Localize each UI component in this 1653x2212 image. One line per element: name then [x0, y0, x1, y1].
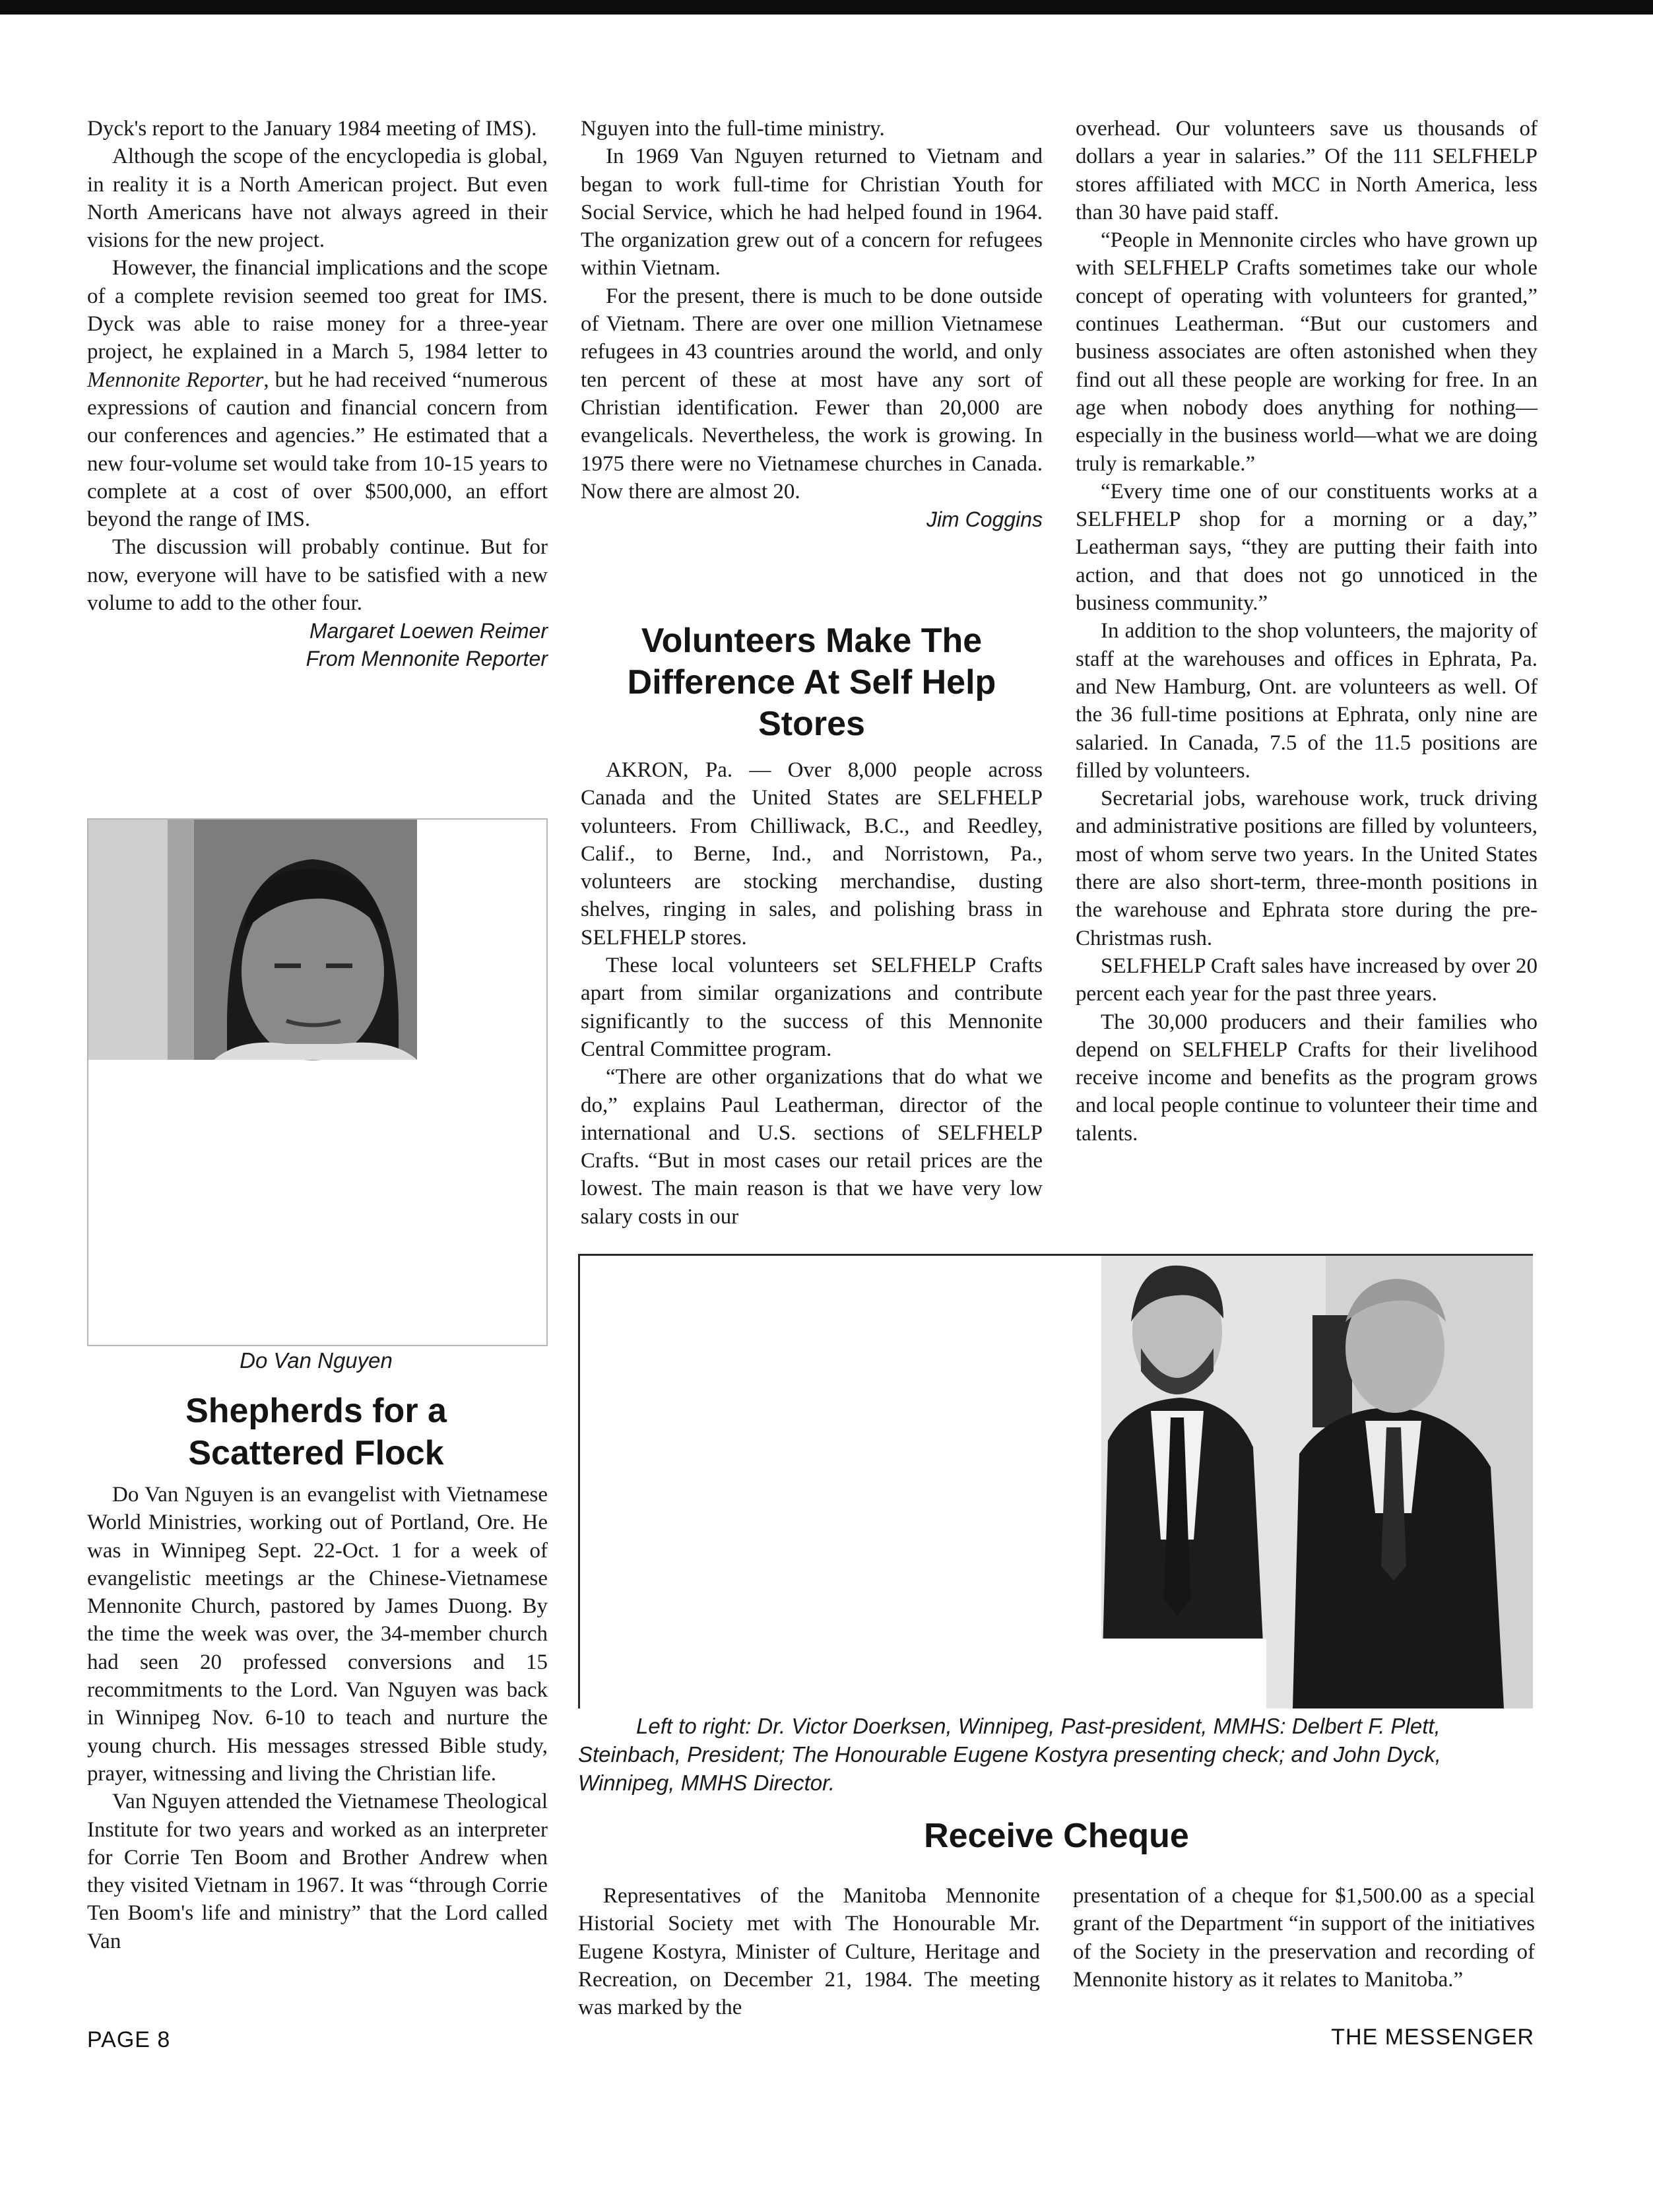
paragraph: Nguyen into the full-time ministry. [581, 117, 885, 141]
publication-name: THE MESSENGER [1331, 2025, 1534, 2050]
paragraph: “People in Mennonite circles who have grown up with SELFHELP Crafts sometimes take our whole concept of operating with volunteers for granted,” continues Leatherman. “But our customers and business associates are often astonished when they find out all these people are working for free. In an age when nobody does anything for nothing—especially in the business world—what we are doing truly is remarkable.” [1076, 228, 1538, 476]
paragraph: For the present, there is much to be done outside of Vietnam. There are over one million Vietnamese refugees in 43 countries around the world, and only ten percent of these at most have any sort of Christian identification. Fewer than 20,000 are evangelicals. Nevertheless, the work is growing. In 1975 there were no Vietnamese churches in Canada. Now there are almost 20. [581, 284, 1043, 504]
page-number: PAGE 8 [87, 2027, 171, 2052]
paragraph: Do Van Nguyen is an evangelist with Vietnamese World Ministries, working out of Portland, Ore. He was in Winnipeg Sept. 22-Oct. 1 for a week of evangelistic meetings ar the Chinese-Vietnamese Mennonite Church, pastored by James Duong. By the time the week was over, the 34-member church had seen 20 professed conversions and 15 recommitments to the Lord. Van Nguyen was back in Winnipeg Nov. 6-10 to teach and nurture the young church. His messages stressed Bible study, prayer, witnessing and living the Christian life. [87, 1483, 548, 1786]
headline-shepherds: Shepherds for a Scattered Flock [185, 1392, 447, 1472]
paragraph: Dyck's report to the January 1984 meeting of IMS). [87, 117, 537, 141]
cheque-article-right [1073, 1882, 1535, 1994]
paragraph: SELFHELP Craft sales have increased by over 20 percent each year for the past three years. [1076, 954, 1538, 1006]
paragraph: In 1969 Van Nguyen returned to Vietnam and began to work full-time for Christian Youth for Social Service, which he had helped found in 1964. The organization grew out of a concern for refugees within Vietnam. [581, 145, 1043, 280]
group-photo-cheque-presentation [578, 1254, 1533, 1708]
headline-receive-cheque: Receive Cheque [924, 1817, 1189, 1855]
paragraph: The discussion will probably continue. But for now, everyone will have to be satisfied with a new volume to add to the other four. [87, 535, 548, 616]
volunteers-article-continued [1076, 115, 1538, 1148]
paragraph: These local volunteers set SELFHELP Crafts apart from similar organizations and contribute significantly to the success of this Mennonite Central Committee program. [581, 954, 1043, 1061]
author-byline: Jim Coggins [926, 507, 1043, 532]
paragraph: Although the scope of the encyclopedia is global, in reality it is a North American project. But even North Americans have not always agreed in their visions for the new project. [87, 145, 548, 253]
portrait-photo-do-van-nguyen [87, 818, 548, 1346]
photo-caption: Do Van Nguyen [240, 1348, 393, 1373]
paragraph: Secretarial jobs, warehouse work, truck driving and administrative positions are filled by volunteers, most of whom serve two years. In the United States there are also short-term, three-month positions in the warehouse and Ephrata store during the pre-Christmas rush. [1076, 787, 1538, 950]
encyclopedia-article-end [87, 115, 548, 672]
paragraph: “There are other organizations that do what we do,” explains Paul Leatherman, director of the international and U.S. sections of SELFHELP Crafts. “But in most cases our retail prices are the lowest. The main reason is that we have very low salary costs in our [581, 1065, 1043, 1229]
paragraph: However, the financial implications and the scope of a complete revision seemed too great for IMS. Dyck was able to raise money for a three-year project, he explained in a March 5, 1984 letter to Mennonite Reporter, but he had received “numerous expressions of caution and financial concern from our conferences and agencies.” He estimated that a new four-volume set would take from 10-15 years to complete at a cost of over $500,000, an effort beyond the range of IMS. [87, 256, 548, 532]
cheque-article-left [578, 1882, 1040, 2021]
paragraph: overhead. Our volunteers save us thousands of dollars a year in salaries.” Of the 111 SELFHELP stores affiliated with MCC in North America, less than 30 have paid staff. [1076, 117, 1538, 224]
shepherds-article-continued [581, 115, 1043, 533]
headline-volunteers: Volunteers Make The Difference At Self Help Stores [627, 622, 996, 743]
shepherds-article [87, 1481, 548, 1955]
paragraph: “Every time one of our constituents works at a SELFHELP shop for a morning or a day,” Leatherman says, “they are putting their faith into action, and that does not go unnoticed in the business community.” [1076, 479, 1538, 616]
volunteers-article [581, 756, 1043, 1231]
group-photo-image [580, 1256, 1533, 1708]
paragraph: Van Nguyen attended the Vietnamese Theological Institute for two years and worked as an interpreter for Corrie Ten Boom and Brother Andrew when they visited Vietnam in 1967. It was “through Corrie Ten Boom's life and ministry” that the Lord called Van [87, 1790, 548, 1953]
author-byline: Margaret Loewen Reimer [309, 619, 548, 643]
paragraph: In addition to the shop volunteers, the majority of staff at the warehouses and offices in Ephrata, Pa. and New Hamburg, Ont. are volunteers as well. Of the 36 full-time positions at Ephrata, only nine are salaried. In Canada, 7.5 of the 11.5 positions are filled by volunteers. [1076, 619, 1538, 783]
paragraph: The 30,000 producers and their families who depend on SELFHELP Crafts for their livelihood receive income and benefits as the program grows and local people continue to volunteer their time and talents. [1076, 1010, 1538, 1146]
portrait-image [88, 820, 546, 1345]
paragraph: presentation of a cheque for $1,500.00 as a special grant of the Department “in support of the initiatives of the Society in the preservation and recording of Mennonite history as it relates to Manitoba.” [1073, 1884, 1535, 1992]
scan-top-edge [0, 0, 1653, 15]
photo-caption: Left to right: Dr. Victor Doerksen, Winnipeg, Past-president, MMHS: Delbert F. Plett, Steinbach, President; The Honourable Eugene Kostyra presenting check; and John Dyck, Winnipeg, MMHS Director. [578, 1714, 1441, 1795]
paragraph: Representatives of the Manitoba Mennonite Historial Society met with The Honourable Mr. Eugene Kostyra, Minister of Culture, Heritage and Recreation, on December 21, 1984. The meeting was marked by the [578, 1884, 1040, 2020]
paragraph: AKRON, Pa. — Over 8,000 people across Canada and the United States are SELFHELP volunteers. From Chilliwack, B.C., and Reedley, Calif., to Berne, Ind., and Norristown, Pa., volunteers are stocking merchandise, dusting shelves, ringing in sales, and polishing brass in SELFHELP stores. [581, 758, 1043, 950]
source-byline: From Mennonite Reporter [306, 647, 548, 671]
